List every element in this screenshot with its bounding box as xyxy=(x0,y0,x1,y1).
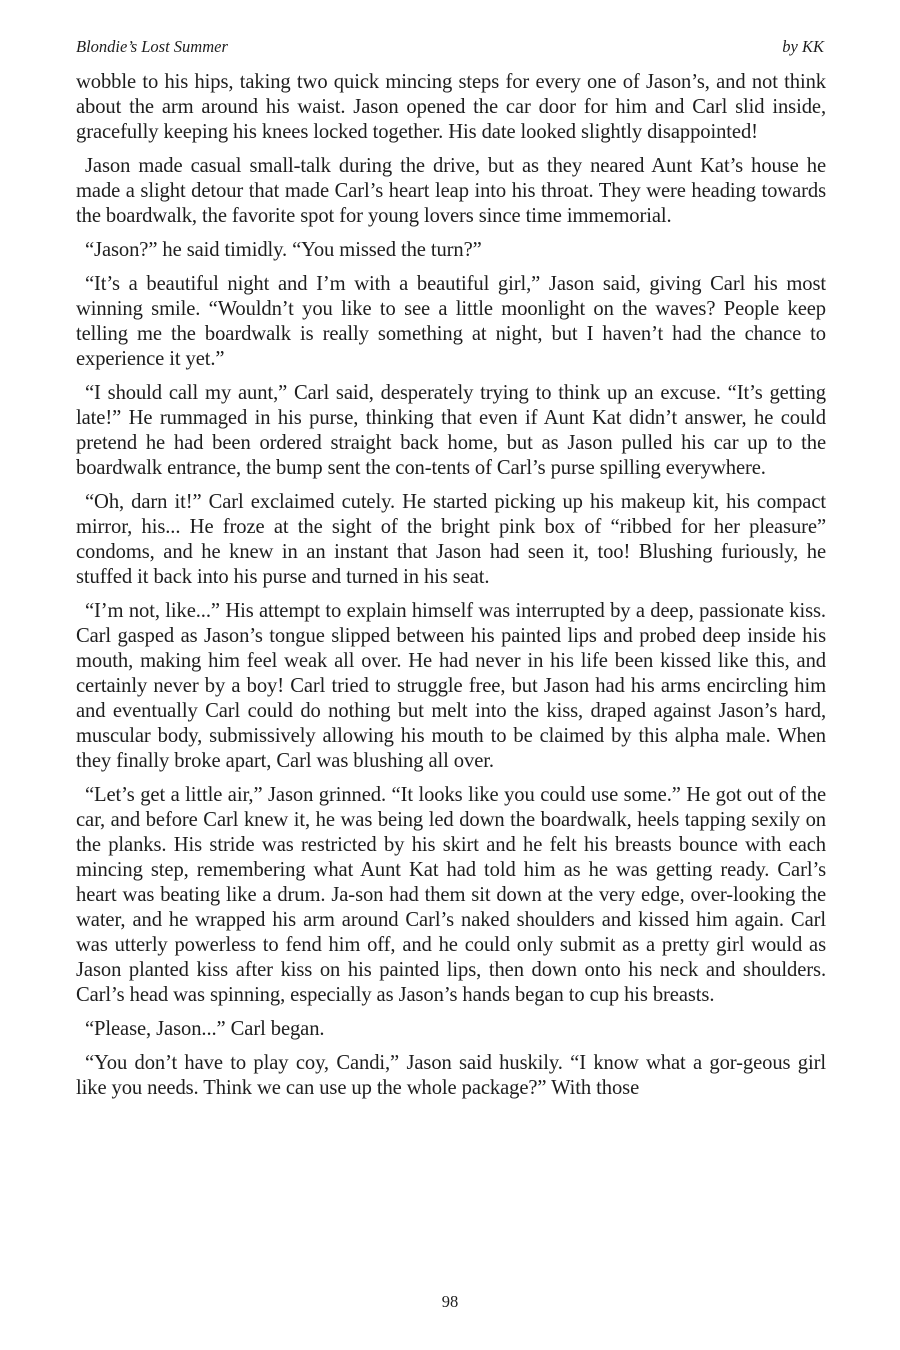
paragraph: “You don’t have to play coy, Candi,” Jason said huskily. “I know what a gor-geous girl like you needs. Think we can use up the whole package?” With those xyxy=(76,1052,826,1099)
paragraph: wobble to his hips, taking two quick mincing steps for every one of Jason’s, and not think about the arm around his waist. Jason opened the car door for him and Carl slid inside, gracefully keeping his knees locked together. His date looked slightly disappointed! xyxy=(76,71,826,143)
paragraph: “Oh, darn it!” Carl exclaimed cutely. He started picking up his makeup kit, his compact mirror, his... He froze at the sight of the bright pink box of “ribbed for her pleasure” condoms, and he knew in an instant that Jason had seen it, too! Blushing furiously, he stuffed it back into his purse and turned in his seat. xyxy=(76,491,826,588)
paragraph: “Jason?” he said timidly. “You missed the turn?” xyxy=(85,239,482,261)
book-title: Blondie’s Lost Summer xyxy=(76,37,228,56)
page-number: 98 xyxy=(441,1292,459,1311)
paragraph: Jason made casual small-talk during the drive, but as they neared Aunt Kat’s house he made a slight detour that made Carl’s heart leap into his throat. They were heading towards the boardwalk, the favorite spot for young lovers since time immemorial. xyxy=(76,155,826,227)
paragraph: “I should call my aunt,” Carl said, desperately trying to think up an excuse. “It’s getting late!” He rummaged in his purse, thinking that even if Aunt Kat didn’t answer, he could pretend he had been ordered straight back home, but as Jason pulled his car up to the boardwalk entrance, the bump sent the con-tents of Carl’s purse spilling everywhere. xyxy=(76,382,826,479)
paragraph: “It’s a beautiful night and I’m with a beautiful girl,” Jason said, giving Carl his most winning smile. “Wouldn’t you like to see a little moonlight on the waves? People keep telling me the boardwalk is really something at night, but I haven’t had the chance to experience it yet.” xyxy=(76,273,826,370)
paragraph: “I’m not, like...” His attempt to explain himself was interrupted by a deep, passionate kiss. Carl gasped as Jason’s tongue slipped between his painted lips and probed deep inside his mouth, making him feel weak all over. He had never in his life been kissed like this, and certainly never by a boy! Carl tried to struggle free, but Jason had his arms encircling him and eventually Carl could do nothing but melt into the kiss, draped against Jason’s hard, muscular body, submissively allowing his mouth to be claimed by this alpha male. When they finally broke apart, Carl was blushing all over. xyxy=(76,600,826,772)
author-credit: by KK xyxy=(782,37,824,56)
paragraph: “Let’s get a little air,” Jason grinned. “It looks like you could use some.” He got out of the car, and before Carl knew it, he was being led down the boardwalk, heels tapping sexily on the planks. His stride was restricted by his skirt and he felt his breasts bounce with each mincing step, remembering what Aunt Kat had told him as he was getting ready. Carl’s heart was beating like a drum. Ja-son had them sit down at the very edge, over-looking the water, and he wrapped his arm around Carl’s naked shoulders and kissed him again. Carl was utterly powerless to fend him off, and he could only submit as a pretty girl would as Jason planted kiss after kiss on his painted lips, then down onto his neck and shoulders. Carl’s head was spinning, especially as Jason’s hands began to cup his breasts. xyxy=(76,784,826,1006)
running-header xyxy=(76,36,824,58)
body-text xyxy=(76,70,826,1110)
paragraph: “Please, Jason...” Carl began. xyxy=(85,1018,325,1040)
